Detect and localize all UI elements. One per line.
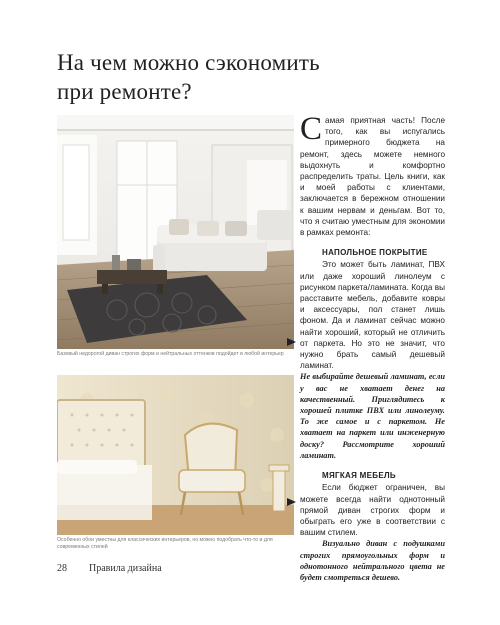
photo-caption-1: Базовый недорогой диван строгих форм и нейтральных оттенков подойдет в любой интерьер bbox=[57, 351, 284, 357]
intro-text: амая приятная часть! После того, как вы испугались примерного бюджета на ремонт, здесь можете немного выдохнуть и комфортно распределить траты. Цель книги, как и моей работы с клиентами, заключается в бережном отношении к вашим нервам и деньгам. Вот то, что я считаю уместным для экономии в рамках ремонта: bbox=[300, 116, 445, 238]
drop-cap: С bbox=[300, 111, 323, 147]
page-number: 28 bbox=[57, 563, 67, 574]
page-title: На чем можно сэкономить при ремонте? bbox=[57, 50, 320, 104]
arrow-marker-icon bbox=[286, 496, 298, 508]
section-body: Это может быть ламинат, ПВХ или даже хороший линолеум с рисунком паркета/ламината. Когда вы расставите мебель, добавите ковры и аксессуары, пол станет лишь фоном. Да и ламинат сейчас можно найти хороший, который не отличить от паркета. Но это не значит, что нужно брать самый дешевый ламинат. bbox=[300, 260, 445, 371]
photo-caption-2: Особенно обои уместны для классических интерьеров, но можно подобрать что-то и для современных стилей bbox=[57, 537, 273, 550]
living-room-photo bbox=[57, 115, 294, 349]
article-column bbox=[300, 111, 445, 583]
running-title: Правила дизайна bbox=[89, 563, 162, 574]
intro-paragraph bbox=[300, 111, 445, 238]
arrow-marker-icon bbox=[286, 336, 298, 348]
section-body: Если бюджет ограничен, вы можете всегда найти однотонный прямой диван строгих форм и обыграть его уже в соответствии с вашим стилем. bbox=[300, 483, 445, 538]
highlight-quote: Визуально диван с подушками строгих прямоугольных форм и однотонного нейтрального цвета не будет смотреться дешево. bbox=[300, 539, 445, 582]
section-heading: МЯГКАЯ МЕБЕЛЬ bbox=[322, 471, 396, 481]
page-footer bbox=[57, 563, 162, 574]
section-heading: НАПОЛЬНОЕ ПОКРЫТИЕ bbox=[322, 248, 428, 258]
highlight-quote: Не выбирайте дешевый ламинат, если у вас не хватает денег на качественный. Приглядитесь к хорошей плитке ПВХ или линолеуму. То же самое и с паркетом. Не хватает на паркет или инженерную доску? Рассмотрите хороший ламинат. bbox=[300, 372, 445, 460]
classic-interior-photo bbox=[57, 375, 294, 535]
